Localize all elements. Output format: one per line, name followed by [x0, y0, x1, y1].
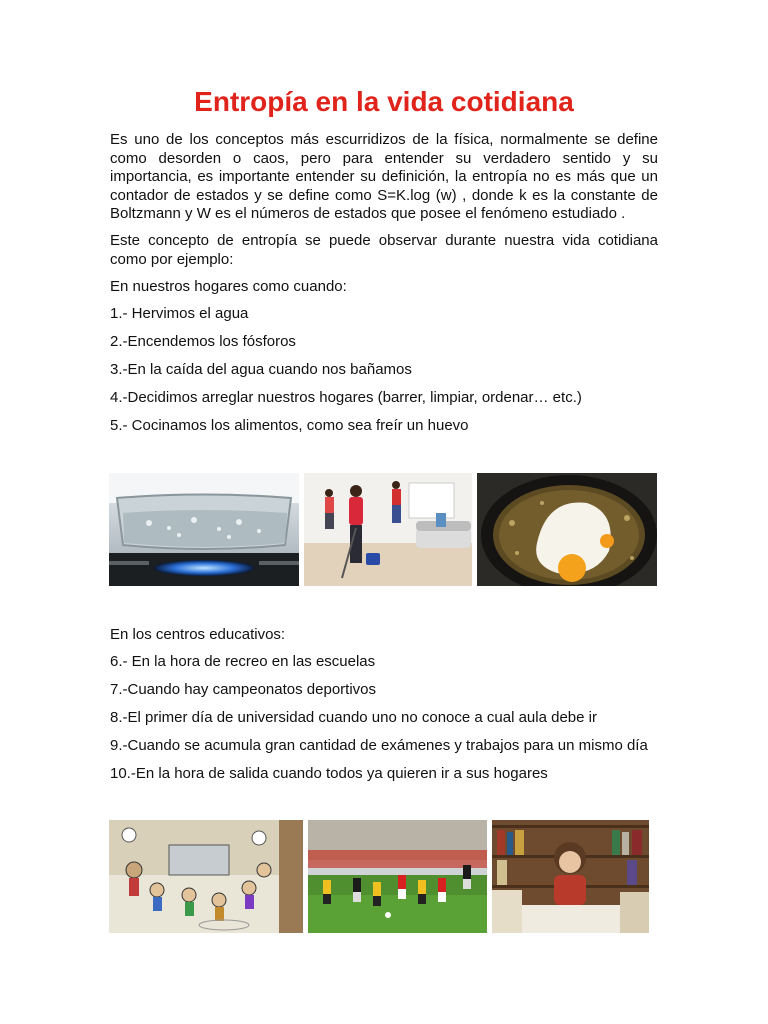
student-studying-photo: [492, 820, 649, 933]
schools-heading: En los centros educativos:: [110, 626, 286, 643]
concept-paragraph: Este concepto de entropía se puede observar durante nuestra vida cotidiana como por ejemplo:: [110, 232, 658, 268]
school-photos-row: [109, 820, 649, 933]
list-item: 8.-El primer día de universidad cuando uno no conoce a cual aula debe ir: [110, 709, 597, 726]
cleaning-family-photo: [304, 473, 472, 586]
list-item: 9.-Cuando se acumula gran cantidad de exámenes y trabajos para un mismo día: [110, 737, 648, 754]
frying-egg-photo: [477, 473, 657, 586]
homes-heading: En nuestros hogares como cuando:: [110, 278, 347, 295]
list-item: 4.-Decidimos arreglar nuestros hogares (barrer, limpiar, ordenar… etc.): [110, 389, 582, 406]
list-item: 10.-En la hora de salida cuando todos ya quieren ir a sus hogares: [110, 765, 548, 782]
home-photos-row: [109, 473, 657, 586]
recess-cartoon-image: [109, 820, 303, 933]
list-item: 2.-Encendemos los fósforos: [110, 333, 296, 350]
soccer-match-photo: [308, 820, 487, 933]
list-item: 5.- Cocinamos los alimentos, como sea freír un huevo: [110, 417, 469, 434]
list-item: 6.- En la hora de recreo en las escuelas: [110, 653, 376, 670]
page-title: Entropía en la vida cotidiana: [194, 86, 574, 117]
list-item: 3.-En la caída del agua cuando nos bañamos: [110, 361, 412, 378]
intro-paragraph: Es uno de los conceptos más escurridizos de la física, normalmente se define como desorden o caos, pero para entender su verdadero sentido y su importancia, es importante entender su definición, la entropía no es más que un contador de estados y se define como S=K.log (w) , donde k es la constante de Boltzmann y W es el números de estados que posee el fenómeno estudiado .: [110, 131, 658, 222]
list-item: 7.-Cuando hay campeonatos deportivos: [110, 681, 377, 698]
list-item: 1.- Hervimos el agua: [110, 305, 249, 322]
boiling-water-photo: [109, 473, 299, 586]
